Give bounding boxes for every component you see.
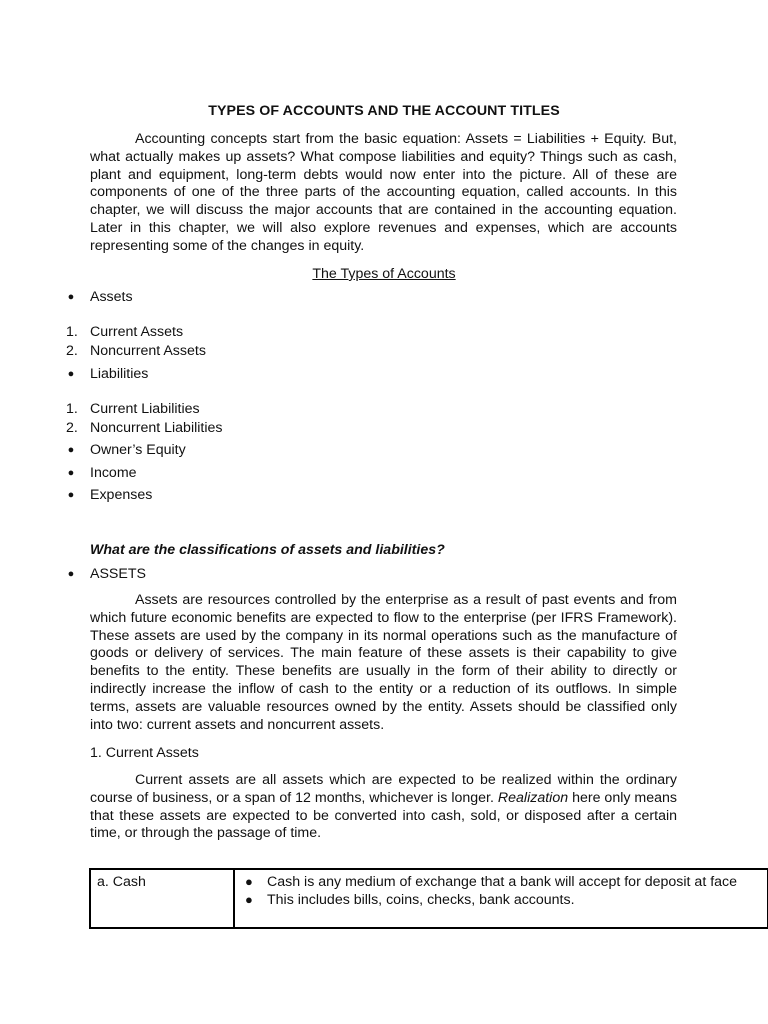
table-row <box>90 869 768 928</box>
bullet-icon: ● <box>67 467 75 479</box>
bullet-icon: ● <box>245 874 253 889</box>
table-cell-description <box>234 869 768 928</box>
list-number: 1. <box>66 401 78 417</box>
account-table <box>89 868 768 929</box>
current-text-part2: here only means that these assets are expected to be converted into cash, sold, or disposed after a certain time, or through the passage of time. <box>90 789 677 842</box>
intro-paragraph <box>90 131 677 256</box>
list-item-label: Current Assets <box>90 324 184 340</box>
list-number: 2. <box>66 343 78 359</box>
table-bullet-text: Cash is any medium of exchange that a bank will accept for deposit at face <box>267 874 738 890</box>
list-item-label: Noncurrent Liabilities <box>90 420 223 436</box>
section-label: ASSETS <box>90 566 146 582</box>
realization-term: Realization <box>497 789 569 806</box>
bullet-icon: ● <box>67 568 75 580</box>
assets-text: Assets are resources controlled by the enterprise as a result of past events and from which future economic benefits are expected to flow to the enterprise (per IFRS Framework). These assets are used by the company in its normal operations such as the manufacture of goods or delivery of services. The main feature of these assets is their capability to give benefits to the entity. These benefits are usually in the form of their ability to directly or indirectly increase the inflow of cash to the entity or a reduction of its outflows. In simple terms, assets are valuable resources owned by the entity. Assets should be classified only into two: current assets and noncurrent assets. <box>90 592 677 733</box>
current-assets-paragraph <box>90 772 677 843</box>
classification-question: What are the classifications of assets and liabilities? <box>90 542 445 558</box>
list-item-label: Assets <box>90 289 133 305</box>
intro-text: Accounting concepts start from the basic equation: Assets = Liabilities + Equity. But, what actually makes up assets? What compose liabilities and equity? Things such as cash, plant and equipment, long-term debts would now enter into the picture. All of these are components of one of the three parts of the accounting equation, called accounts. In this chapter, we will discuss the major accounts that are contained in the accounting equation. Later in this chapter, we will also explore revenues and expenses, which are accounts representing some of the changes in equity. <box>90 131 677 254</box>
list-item-label: Income <box>90 465 137 481</box>
assets-paragraph <box>90 592 677 734</box>
list-item-label: Current Liabilities <box>90 401 200 417</box>
list-item-label: Expenses <box>90 487 153 503</box>
list-number: 1. <box>66 324 78 340</box>
bullet-icon: ● <box>67 368 75 380</box>
list-item-label: Liabilities <box>90 366 149 382</box>
list-item-label: Noncurrent Assets <box>90 343 206 359</box>
page-title: TYPES OF ACCOUNTS AND THE ACCOUNT TITLES <box>208 103 560 119</box>
types-heading: The Types of Accounts <box>312 266 456 282</box>
table-cell-label: a. Cash <box>90 869 234 928</box>
list-number: 2. <box>66 420 78 436</box>
table-bullet-item <box>241 873 761 891</box>
table-bullet-item <box>241 891 761 909</box>
list-item-label: Owner’s Equity <box>90 442 186 458</box>
current-assets-heading: 1. Current Assets <box>90 745 199 761</box>
bullet-icon: ● <box>67 444 75 456</box>
table-bullet-text: This includes bills, coins, checks, bank accounts. <box>267 892 575 908</box>
current-text-part1: Current assets are all assets which are expected to be realized within the ordinary course of business, or a span of 12 months, whichever is longer. <box>90 772 677 806</box>
bullet-icon: ● <box>67 291 75 303</box>
bullet-icon: ● <box>67 489 75 501</box>
bullet-icon: ● <box>245 892 253 907</box>
